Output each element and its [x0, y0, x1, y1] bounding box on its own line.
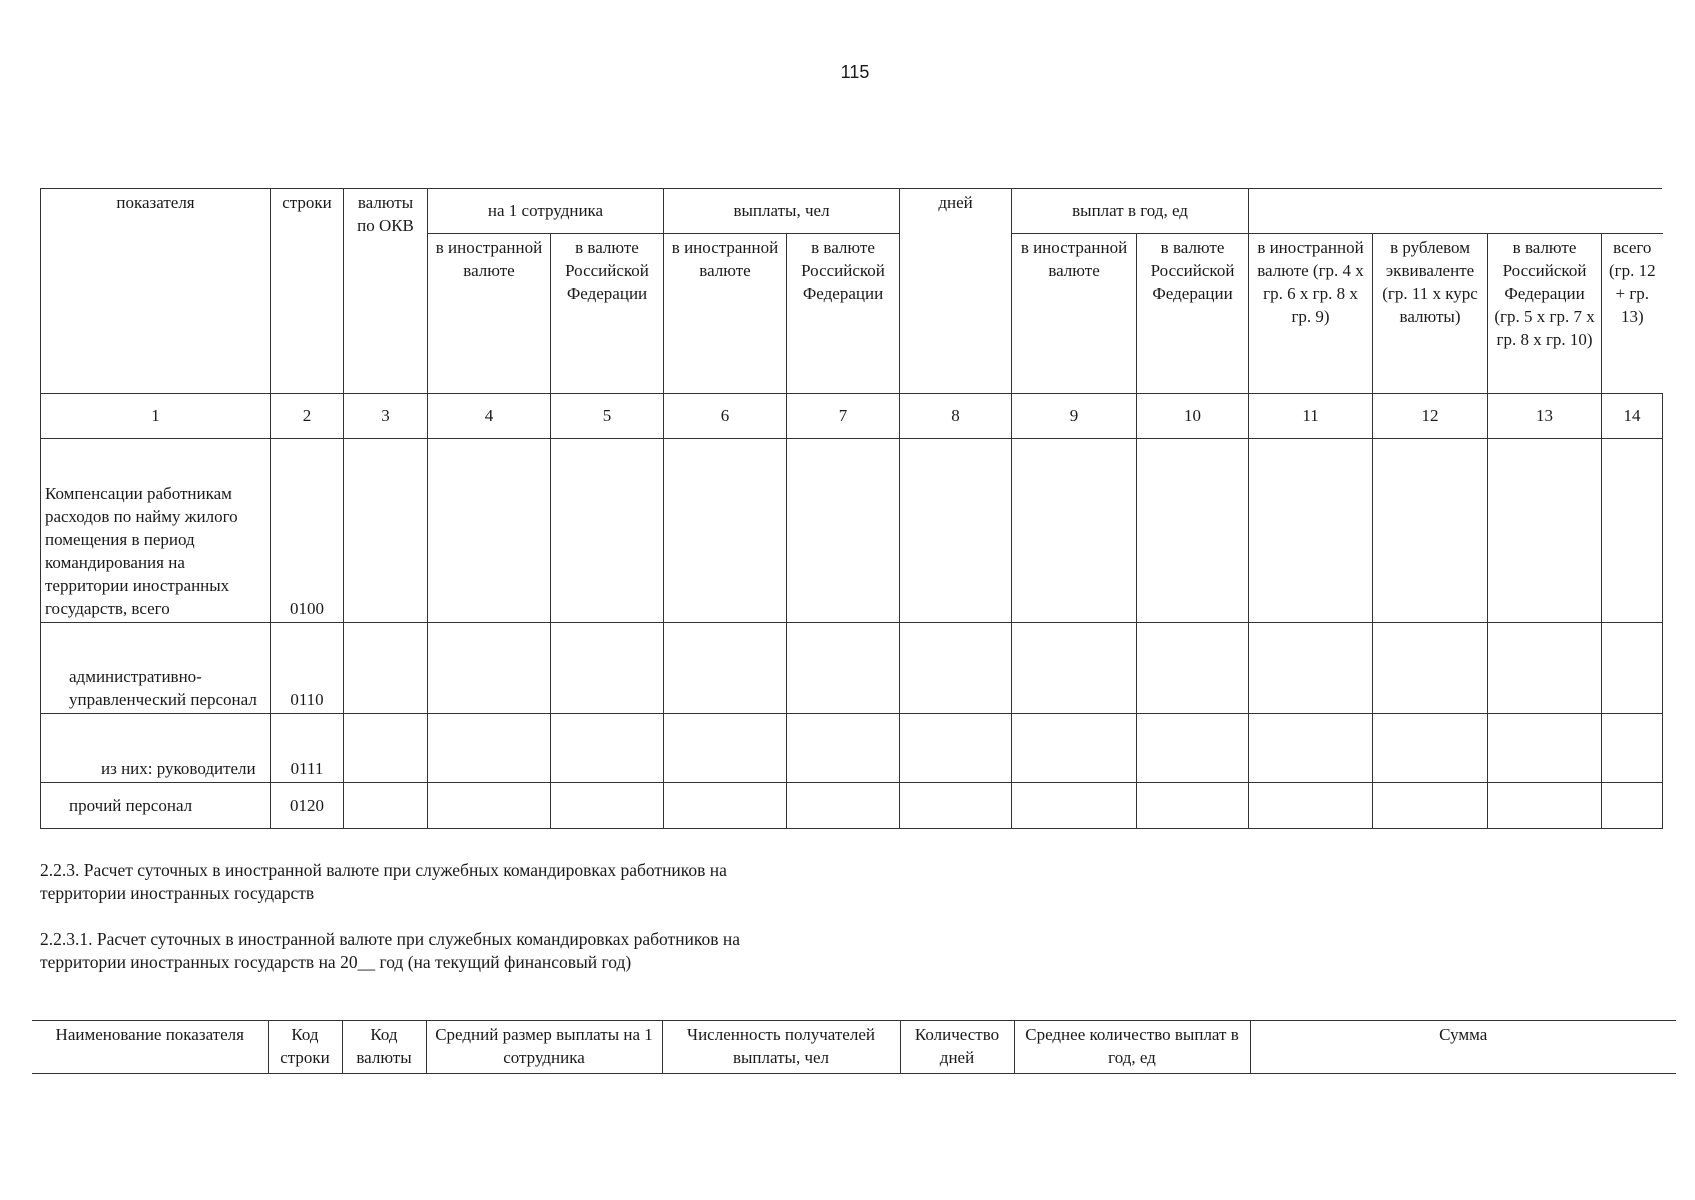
row-code: 0110 [271, 622, 344, 713]
data-cell[interactable] [787, 713, 900, 782]
row-code: 0111 [271, 713, 344, 782]
table-row [41, 622, 1663, 713]
header-recipients: выплаты, чел [664, 189, 900, 233]
header-payments-per-year: выплат в год, ед [1012, 189, 1249, 233]
header-row-code: Код строки [268, 1021, 342, 1074]
housing-compensation-table [40, 189, 1663, 829]
data-cell[interactable] [1373, 713, 1488, 782]
data-cell[interactable] [344, 713, 428, 782]
data-cell[interactable] [1249, 782, 1373, 828]
column-number: 6 [664, 393, 787, 438]
data-cell[interactable] [1012, 438, 1137, 622]
data-cell[interactable] [1137, 438, 1249, 622]
data-cell[interactable] [1249, 713, 1373, 782]
data-cell[interactable] [1602, 438, 1663, 622]
daily-allowance-table [32, 1020, 1676, 1074]
data-cell[interactable] [1373, 622, 1488, 713]
header-days: дней [900, 189, 1012, 393]
data-cell[interactable] [428, 438, 551, 622]
subheader-c7: в валюте Российской Федерации [787, 233, 900, 393]
column-number: 4 [428, 393, 551, 438]
data-cell[interactable] [1488, 438, 1602, 622]
data-cell[interactable] [1137, 782, 1249, 828]
column-number: 14 [1602, 393, 1663, 438]
data-cell[interactable] [1602, 713, 1663, 782]
data-cell[interactable] [428, 782, 551, 828]
data-cell[interactable] [900, 622, 1012, 713]
table-row [41, 713, 1663, 782]
subheader-c13: в валюте Российской Федерации (гр. 5 x гр. 7 x гр. 8 x гр. 10) [1488, 233, 1602, 393]
section-2-2-3-1-heading: 2.2.3.1. Расчет суточных в иностранной валюте при служебных командировках работников на территории иностранных государств на 20__ год (на текущий финансовый год) [40, 929, 741, 972]
column-number: 9 [1012, 393, 1137, 438]
data-cell[interactable] [1249, 438, 1373, 622]
row-code: 0100 [271, 438, 344, 622]
column-number: 8 [900, 393, 1012, 438]
column-number: 10 [1137, 393, 1249, 438]
subheader-c5: в валюте Российской Федерации [551, 233, 664, 393]
row-label: административно-управленческий персонал [41, 622, 271, 713]
data-cell[interactable] [664, 713, 787, 782]
data-cell[interactable] [428, 622, 551, 713]
data-cell[interactable] [1012, 622, 1137, 713]
subheader-c9: в иностранной валюте [1012, 233, 1137, 393]
data-cell[interactable] [1488, 713, 1602, 782]
column-number: 1 [41, 393, 271, 438]
header-sum: Сумма [1250, 1021, 1676, 1074]
row-label: Компенсации работникам расходов по найму жилого помещения в период командирования на территории иностранных государств, всего [41, 438, 271, 622]
data-cell[interactable] [1012, 713, 1137, 782]
table-row [41, 782, 1663, 828]
header-per-employee: на 1 сотрудника [428, 189, 664, 233]
header-average-payment: Средний размер выплаты на 1 сотрудника [426, 1021, 662, 1074]
data-cell[interactable] [664, 622, 787, 713]
data-cell[interactable] [787, 438, 900, 622]
table-row [41, 438, 1663, 622]
data-cell[interactable] [428, 713, 551, 782]
data-cell[interactable] [1602, 782, 1663, 828]
header-currency-code: Код валюты [342, 1021, 426, 1074]
column-number: 12 [1373, 393, 1488, 438]
row-label: прочий персонал [41, 782, 271, 828]
column-number: 5 [551, 393, 664, 438]
data-cell[interactable] [344, 782, 428, 828]
header-indicator-name: Наименование показателя [32, 1021, 268, 1074]
data-cell[interactable] [664, 438, 787, 622]
column-number: 7 [787, 393, 900, 438]
header-average-payments-count: Среднее количество выплат в год, ед [1014, 1021, 1250, 1074]
section-2-2-3-heading: 2.2.3. Расчет суточных в иностранной валюте при служебных командировках работников на территории иностранных государств [40, 860, 727, 903]
data-cell[interactable] [551, 622, 664, 713]
data-cell[interactable] [1373, 782, 1488, 828]
header-currency-code: валюты по ОКВ [344, 189, 428, 393]
data-cell[interactable] [900, 713, 1012, 782]
header-sum [1249, 189, 1663, 233]
data-cell[interactable] [551, 713, 664, 782]
header-indicator: показателя [41, 189, 271, 393]
row-code: 0120 [271, 782, 344, 828]
data-cell[interactable] [664, 782, 787, 828]
subheader-c12: в рублевом эквиваленте (гр. 11 x курс валюты) [1373, 233, 1488, 393]
data-cell[interactable] [1012, 782, 1137, 828]
column-number: 11 [1249, 393, 1373, 438]
header-days-count: Количество дней [900, 1021, 1014, 1074]
column-number: 13 [1488, 393, 1602, 438]
data-cell[interactable] [900, 782, 1012, 828]
data-cell[interactable] [551, 782, 664, 828]
subheader-c14: всего (гр. 12 + гр. 13) [1602, 233, 1663, 393]
data-cell[interactable] [787, 782, 900, 828]
header-row-code: строки [271, 189, 344, 393]
data-cell[interactable] [344, 622, 428, 713]
subheader-c4: в иностранной валюте [428, 233, 551, 393]
column-number: 3 [344, 393, 428, 438]
subheader-c6: в иностранной валюте [664, 233, 787, 393]
data-cell[interactable] [1249, 622, 1373, 713]
data-cell[interactable] [787, 622, 900, 713]
data-cell[interactable] [1137, 622, 1249, 713]
header-recipients-count: Численность получателей выплаты, чел [662, 1021, 900, 1074]
subheader-c10: в валюте Российской Федерации [1137, 233, 1249, 393]
data-cell[interactable] [900, 438, 1012, 622]
data-cell[interactable] [1373, 438, 1488, 622]
page-number: 115 [840, 62, 870, 82]
subheader-c11: в иностранной валюте (гр. 4 x гр. 6 x гр. 8 x гр. 9) [1249, 233, 1373, 393]
data-cell[interactable] [1488, 622, 1602, 713]
data-cell[interactable] [1488, 782, 1602, 828]
data-cell[interactable] [344, 438, 428, 622]
column-number: 2 [271, 393, 344, 438]
data-cell[interactable] [551, 438, 664, 622]
row-label: из них: руководители [41, 713, 271, 782]
data-cell[interactable] [1602, 622, 1663, 713]
data-cell[interactable] [1137, 713, 1249, 782]
